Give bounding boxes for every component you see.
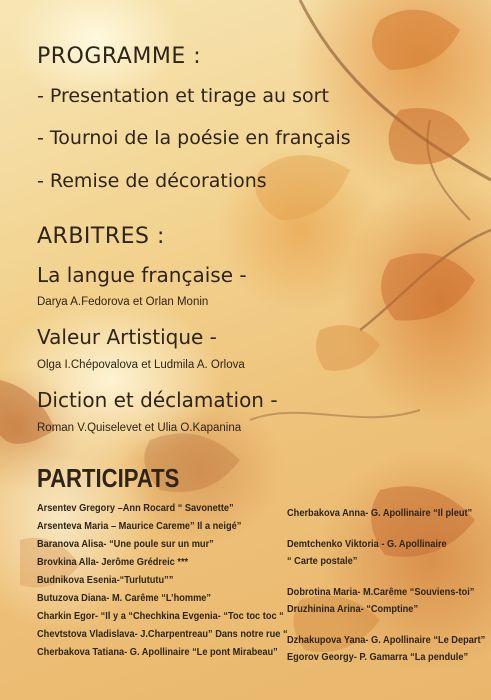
list-item: Demtchenko Viktoria - G. Apollinaire (287, 538, 447, 550)
programme-item-3: - Remise de décorations (37, 170, 267, 192)
list-item: Druzhinina Arina- “Comptine” (287, 603, 419, 615)
programme-item-1: - Presentation et tirage au sort (37, 85, 329, 107)
list-item: Chevtstova Vladislava- J.Charpentreau” Dans notre rue “ (37, 628, 288, 640)
arbitre-names-valeur: Olga I.Chépovalova et Ludmila A. Orlova (37, 359, 245, 371)
programme-item-2: - Tournoi de la poésie en français (37, 127, 351, 149)
list-item: Egorov Georgy- P. Gamarra “La pendule” (287, 651, 469, 663)
arbitre-names-diction: Roman V.Quiselevet et Ulia O.Kapanina (37, 422, 242, 434)
programme-title: PROGRAMME : (37, 44, 202, 69)
arbitres-title: ARBITRES : (37, 224, 165, 249)
arbitre-category-langue: La langue française - (37, 263, 247, 287)
list-item: Brovkina Alla- Jerôme Grédreic *** (37, 556, 189, 568)
arbitre-names-langue: Darya A.Fedorova et Orlan Monin (37, 296, 209, 308)
list-item: Cherbakova Tatiana- G. Apollinaire “Le pont Mirabeau” (37, 646, 278, 658)
arbitre-category-valeur: Valeur Artistique - (37, 325, 217, 349)
list-item: Dobrotina Maria- M.Carême “Souviens-toi” (287, 586, 475, 598)
list-item: Dzhakupova Yana- G. Apollinaire “Le Depart” (287, 634, 486, 646)
list-item: Arsenteva Maria – Maurice Careme” Il a neigé” (37, 520, 242, 532)
list-item: Arsentev Gregory –Ann Rocard “ Savonette” (37, 502, 234, 514)
list-item: Budnikova Esenia-“Turlututu”” (37, 574, 174, 586)
list-item: Baranova Alisa- “Une poule sur un mur” (37, 538, 214, 550)
arbitre-category-diction: Diction et déclamation - (37, 388, 278, 412)
list-item: “ Carte postale” (287, 555, 358, 567)
participants-title: PARTICIPATS (37, 463, 180, 493)
list-item: Butuzova Diana- M. Carême “L’homme” (37, 592, 212, 604)
list-item: Charkin Egor- “Il y a “Chechkina Evgenia- “Toc toc toc “ (37, 610, 284, 622)
list-item: Cherbakova Anna- G. Apollinaire “Il pleut” (287, 507, 473, 519)
